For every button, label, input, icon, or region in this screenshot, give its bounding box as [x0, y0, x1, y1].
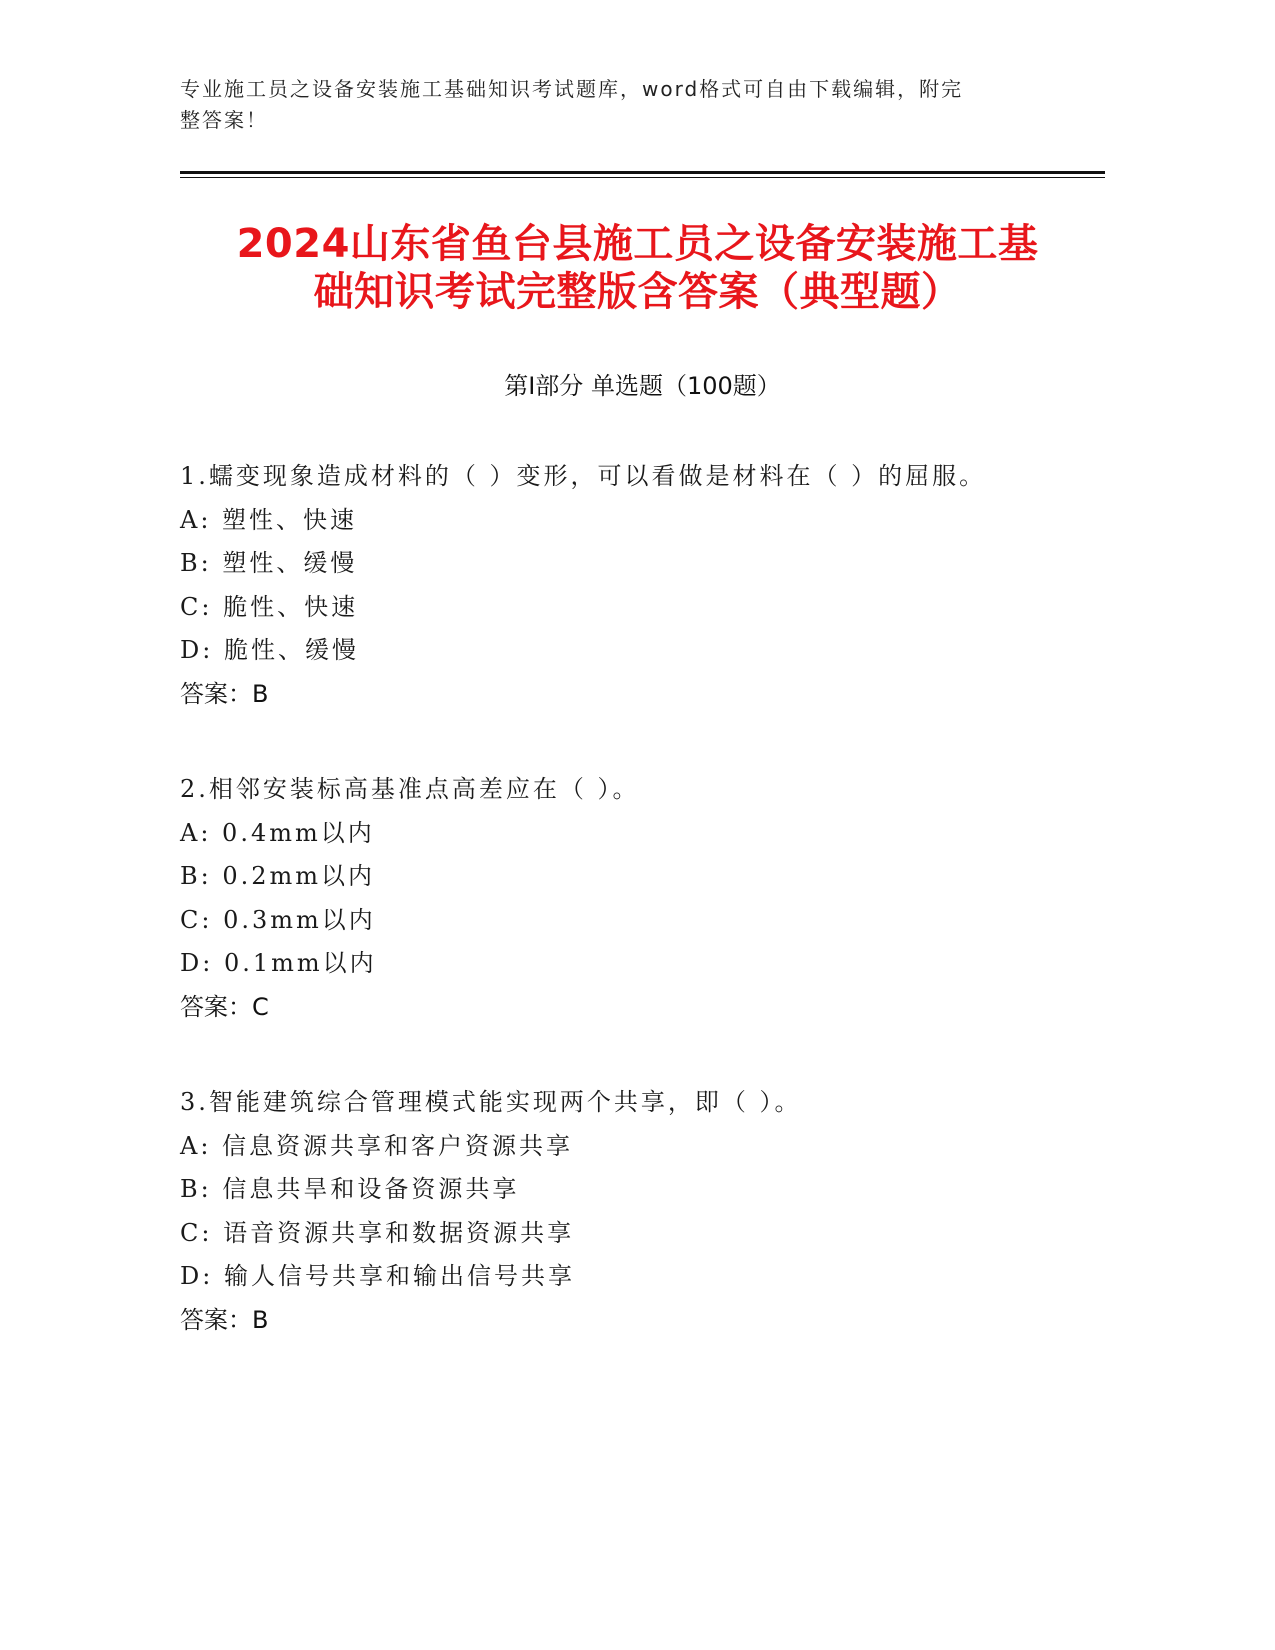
option-b: B: 信息共旱和设备资源共享 [180, 1175, 520, 1203]
question-3 [180, 1081, 1105, 1342]
header-note-line-1: 专业施工员之设备安装施工基础知识考试题库，word格式可自由下载编辑，附完 [180, 77, 964, 101]
question-stem: 3.智能建筑综合管理模式能实现两个共享，即（ ）。 [180, 1088, 802, 1116]
question-list [180, 455, 1105, 1394]
header-divider-thick [180, 171, 1105, 174]
header-divider-thin [180, 177, 1105, 178]
option-a: A: 信息资源共享和客户资源共享 [180, 1131, 574, 1160]
question-stem: 2.相邻安装标高基准点高差应在（ ）。 [180, 775, 640, 803]
answer: 答案：B [180, 1305, 269, 1334]
header-note-line-2: 整答案！ [180, 108, 268, 132]
option-a: A: 0.4mm以内 [180, 818, 375, 847]
question-stem: 1.蠕变现象造成材料的（ ）变形，可以看做是材料在（ ）的屈服。 [180, 462, 987, 490]
option-a: A: 塑性、快速 [180, 505, 358, 534]
option-c: C: 脆性、快速 [180, 592, 359, 621]
document-title [160, 220, 1115, 316]
question-2 [180, 768, 1105, 1029]
option-b: B: 塑性、缓慢 [180, 549, 358, 577]
answer: 答案：C [180, 992, 269, 1021]
question-1 [180, 455, 1105, 716]
option-b: B: 0.2mm以内 [180, 862, 376, 890]
option-d: D: 输人信号共享和输出信号共享 [180, 1262, 575, 1290]
option-c: C: 0.3mm以内 [180, 905, 376, 934]
option-c: C: 语音资源共享和数据资源共享 [180, 1218, 575, 1247]
header-note [180, 74, 1040, 136]
document-title-line-2: 础知识考试完整版含答案（典型题） [313, 269, 962, 315]
option-d: D: 0.1mm以内 [180, 949, 377, 977]
option-d: D: 脆性、缓慢 [180, 636, 359, 664]
document-title-line-1: 2024山东省鱼台县施工员之设备安装施工基 [236, 221, 1039, 267]
answer: 答案：B [180, 679, 269, 708]
section-title: 第Ⅰ部分 单选题（100题） [504, 372, 781, 400]
